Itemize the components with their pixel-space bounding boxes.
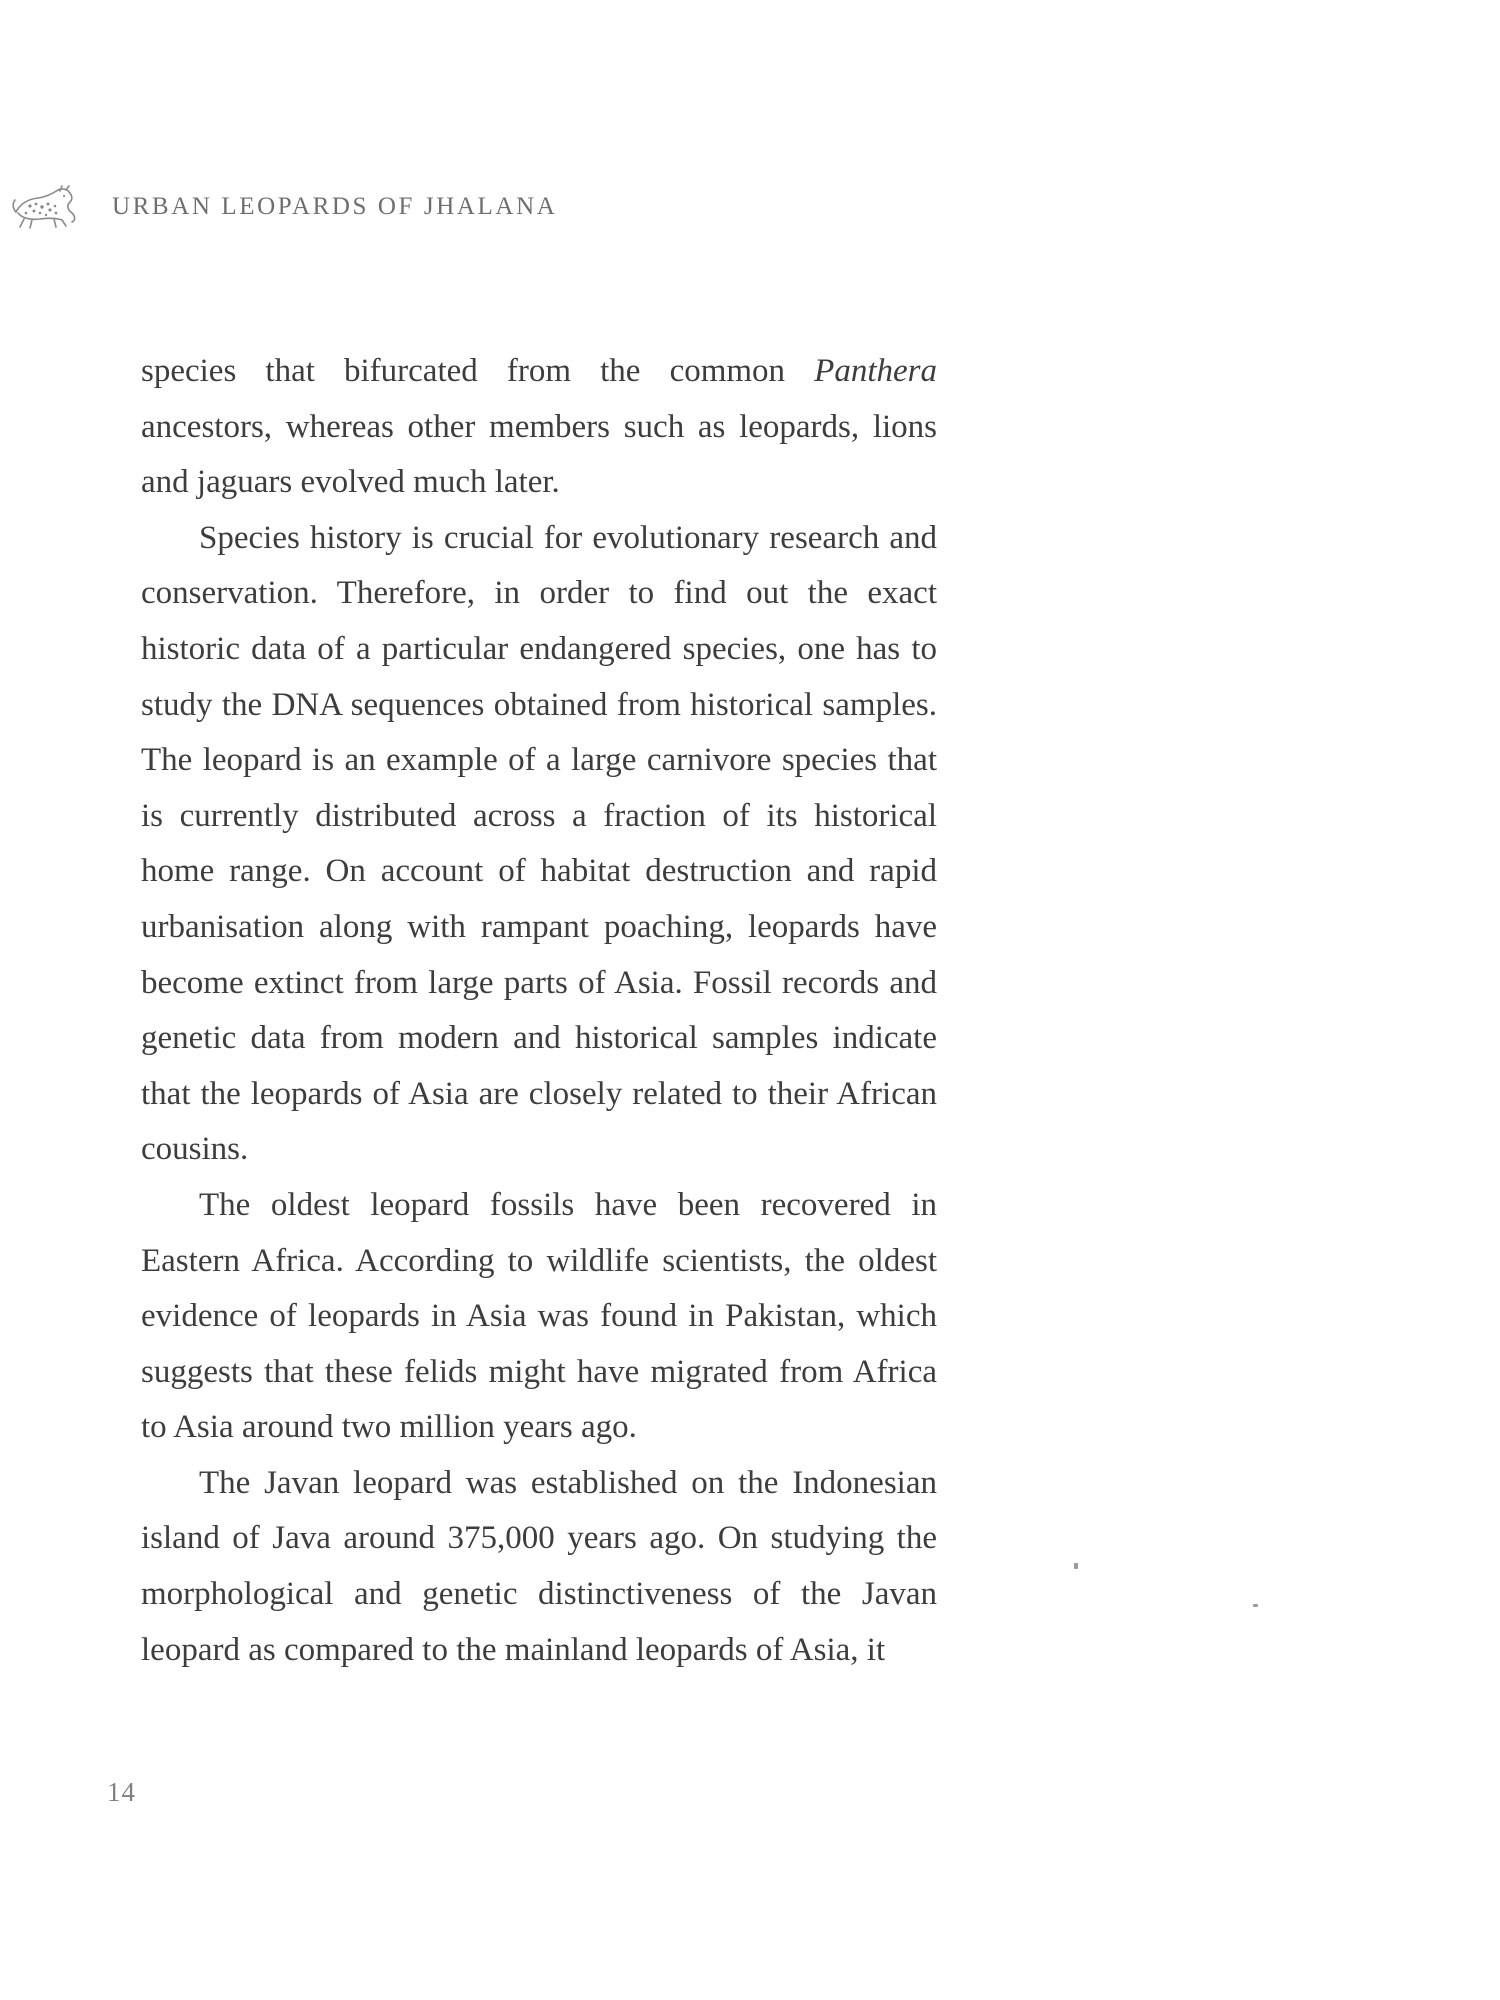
page-number: 14	[107, 1777, 136, 1807]
running-title: URBAN LEOPARDS OF JHALANA	[112, 193, 558, 220]
genus-name: Panthera	[814, 353, 937, 389]
scan-speck	[1074, 1563, 1078, 1569]
leopard-icon	[10, 182, 82, 232]
paragraph-1-end: ancestors, whereas other members such as leopards, lions and jaguars evolved much later.	[141, 408, 937, 501]
paragraph-4: The Javan leopard was established on the Indonesian island of Java around 375,000 years ago. On studying the morphological and genetic distinctiveness of the Javan leopard as compared to the mainland leopards of Asia, it	[141, 1464, 937, 1668]
scan-speck	[1253, 1604, 1258, 1607]
paragraph-3: The oldest leopard fossils have been recovered in Eastern Africa. According to wildlife scientists, the oldest evidence of leopards in Asia was found in Pakistan, which suggests that these felids might have migrated from Africa to Asia around two million years ago.	[141, 1186, 937, 1446]
paragraph-1-start: species that bifurcated from the common	[141, 353, 815, 389]
running-head	[10, 182, 557, 232]
paragraph-2: Species history is crucial for evolutionary research and conservation. Therefore, in order to find out the exact historic data of a particular endangered species, one has to study the DNA sequences obtained from historical samples. The leopard is an example of a large carnivore species that is currently distributed across a fraction of its historical home range. On account of habitat destruction and rapid urbanisation along with rampant poaching, leopards have become extinct from large parts of Asia. Fossil records and genetic data from modern and historical samples indicate that the leopards of Asia are closely related to their African cousins.	[141, 519, 937, 1168]
paragraph-1	[141, 344, 937, 511]
body-text	[141, 344, 937, 1678]
